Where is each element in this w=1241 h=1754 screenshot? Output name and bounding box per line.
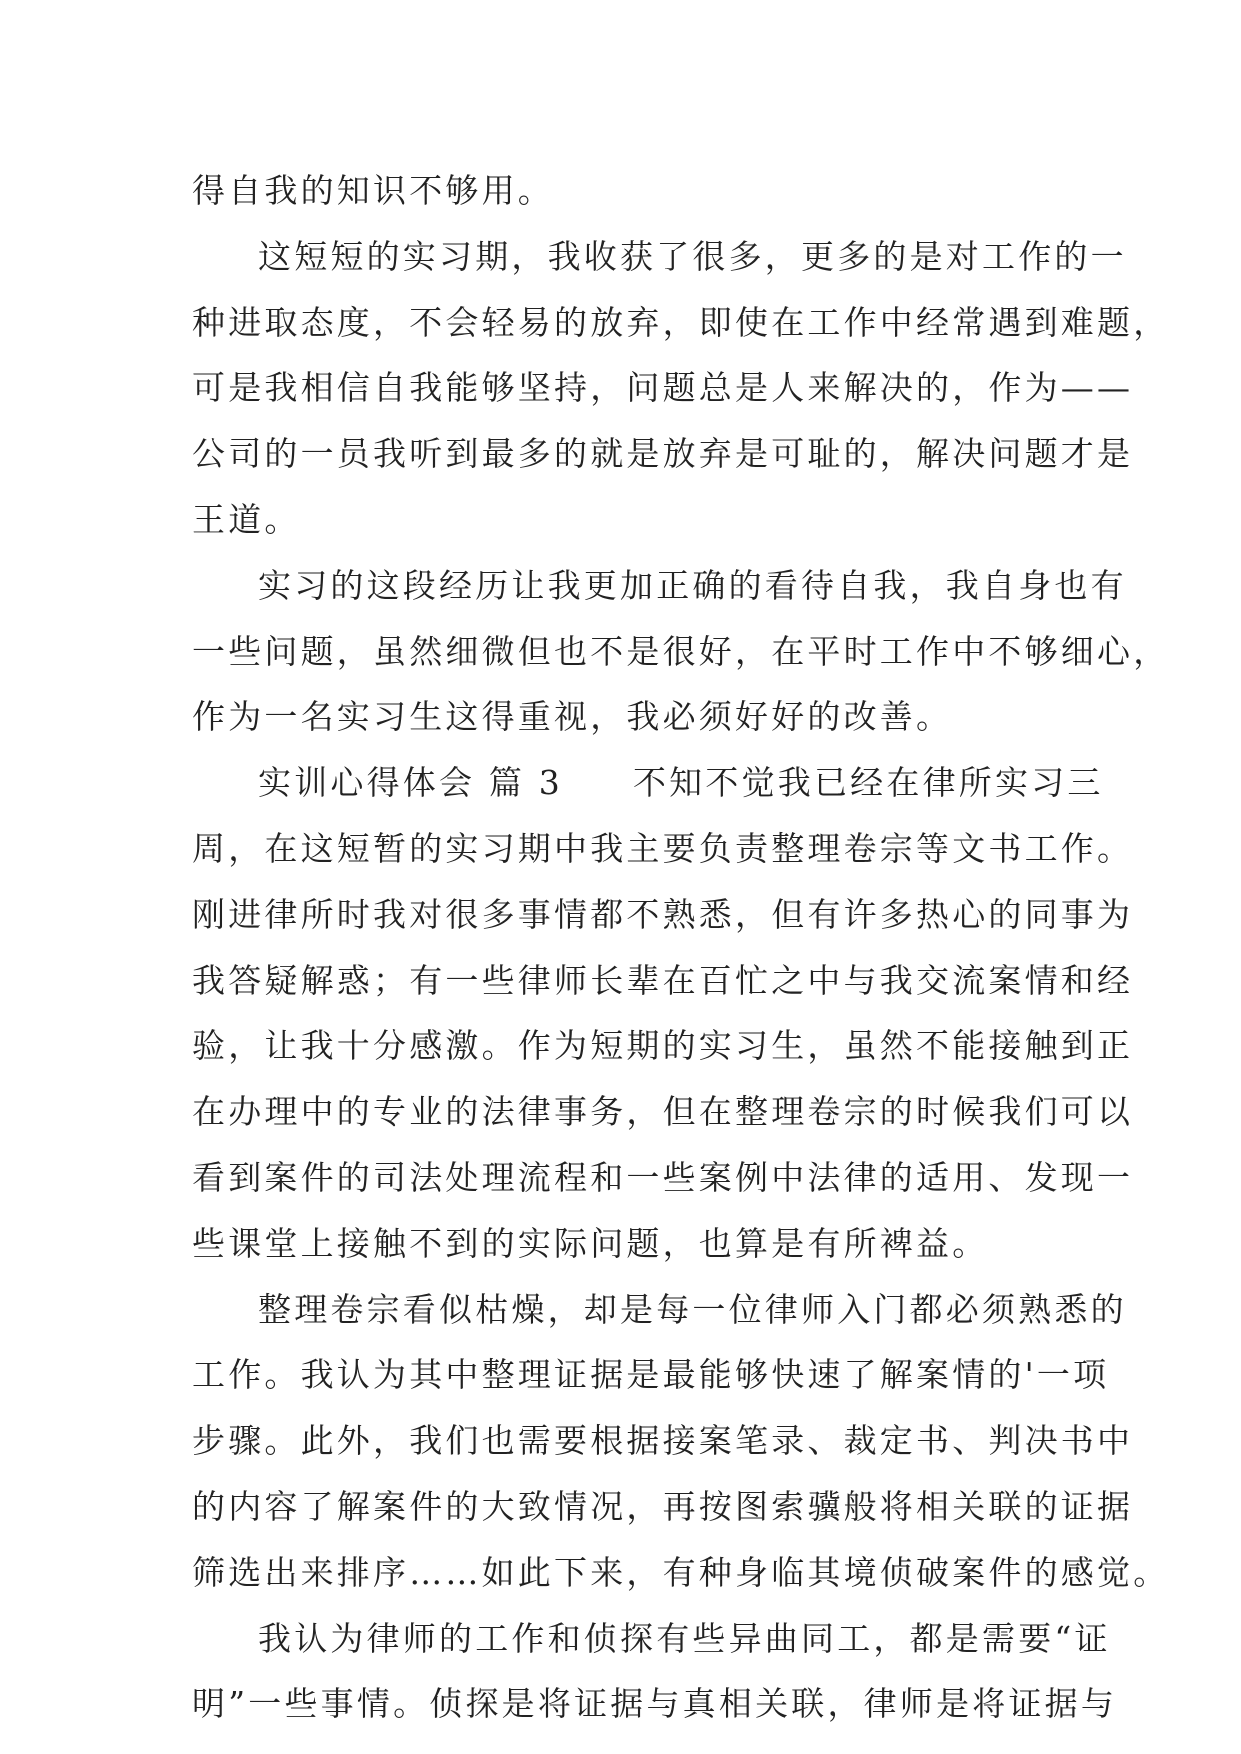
text-line: 这短短的实习期，我收获了很多，更多的是对工作的一	[258, 236, 1127, 276]
text-line: 整理卷宗看似枯燥，却是每一位律师入门都必须熟悉的	[258, 1289, 1127, 1329]
text-line: 的内容了解案件的大致情况，再按图索骥般将相关联的证据	[192, 1486, 1134, 1526]
text-line: 些课堂上接触不到的实际问题，也算是有所裨益。	[192, 1223, 989, 1263]
text-line: 筛选出来排序……如此下来，有种身临其境侦破案件的感觉。	[192, 1552, 1170, 1592]
text-line: 种进取态度，不会轻易的放弃，即使在工作中经常遇到难题，	[192, 302, 1170, 342]
text-line: 在办理中的专业的法律事务，但在整理卷宗的时候我们可以	[192, 1092, 1134, 1132]
text-line: 看到案件的司法处理流程和一些案例中法律的适用、发现一	[192, 1157, 1134, 1197]
text-line: 公司的一员我听到最多的就是放弃是可耻的，解决问题才是	[192, 434, 1134, 474]
text-line: 得自我的知识不够用。	[192, 171, 554, 210]
text-line: 可是我相信自我能够坚持，问题总是人来解决的，作为——	[192, 368, 1134, 408]
text-line: 实习的这段经历让我更加正确的看待自我，我自身也有	[258, 565, 1127, 605]
text-line: 工作。我认为其中整理证据是最能够快速了解案情的'一项	[192, 1355, 1110, 1395]
text-line: 我认为律师的工作和侦探有些异曲同工，都是需要“证	[258, 1618, 1111, 1658]
text-line: 明”一些事情。侦探是将证据与真相关联，律师是将证据与	[192, 1684, 1118, 1724]
text-line: 刚进律所时我对很多事情都不熟悉，但有许多热心的同事为	[192, 894, 1134, 934]
text-line-start: 不知不觉我已经在律所实习三	[632, 763, 1104, 803]
section-heading-line	[192, 750, 1104, 816]
text-line: 一些问题，虽然细微但也不是很好，在平时工作中不够细心，	[192, 631, 1170, 671]
text-line: 步骤。此外，我们也需要根据接案笔录、裁定书、判决书中	[192, 1421, 1134, 1461]
section-heading: 实训心得体会 篇 3	[258, 763, 563, 803]
document-body	[192, 158, 1170, 1737]
text-line: 我答疑解惑；有一些律师长辈在百忙之中与我交流案情和经	[192, 960, 1134, 1000]
text-line: 周，在这短暂的实习期中我主要负责整理卷宗等文书工作。	[192, 828, 1134, 868]
text-line: 王道。	[192, 499, 301, 539]
text-line: 作为一名实习生这得重视，我必须好好的改善。	[192, 697, 953, 737]
text-line: 验，让我十分感激。作为短期的实习生，虽然不能接触到正	[192, 1026, 1134, 1066]
